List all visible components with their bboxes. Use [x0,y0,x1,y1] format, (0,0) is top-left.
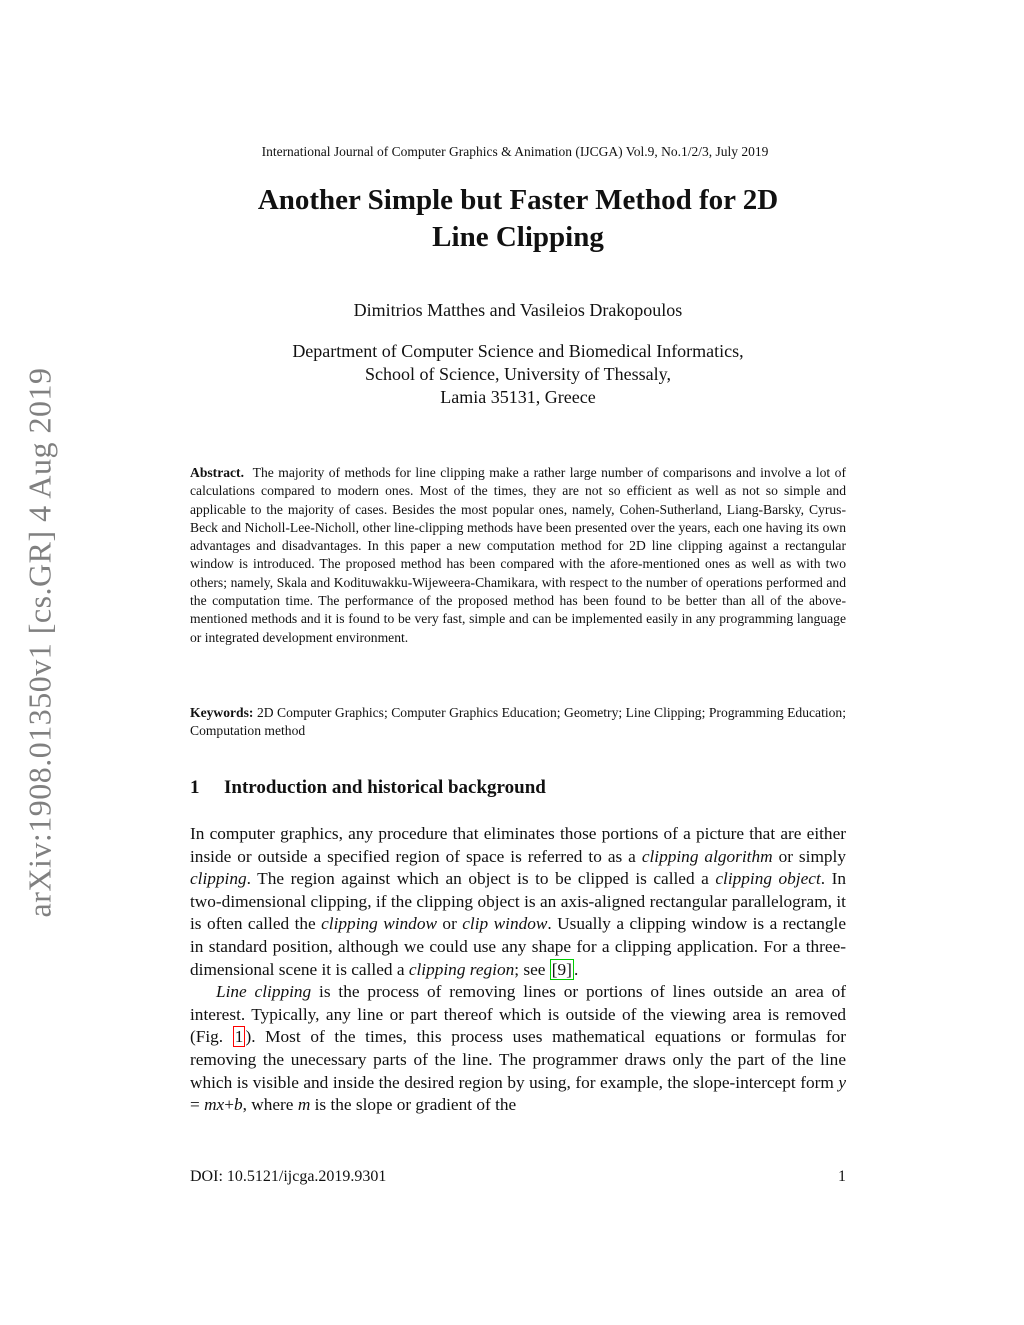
text-run: In computer graphics, any procedure that eliminates those portions of a picture that are either inside or outside a specified region of space is referred to as a [190,824,846,866]
text-run: . [573,959,579,979]
citation-link[interactable]: [9] [551,959,572,979]
affiliation-line-2: School of Science, University of Thessaly, [365,364,671,384]
abstract [190,464,846,647]
math-variable: m [297,1095,311,1115]
emphasis: clip window [462,914,548,934]
text-run: ). Most of the times, this process uses mathematical equations or formulas for removing the unecessary parts of the line. The programmer draws only the part of the line which is visible and inside the desired region by using, for example, the slope-intercept form [190,1027,846,1092]
emphasis: clipping region [408,959,515,979]
abstract-text: The majority of methods for line clipping make a rather large number of comparisons and involve a lot of calculations compared to modern ones. Most of the times, they are not so efficient as well as not so simple and applicable to the majority of cases. Besides the most popular ones, namely, Cohen-Sutherland, Liang-Barsky, Cyrus-Beck and Nicholl-Lee-Nicholl, other line-clipping methods have been presented over the years, each one having its own advantages and disadvantages. In this paper a new computation method for 2D line clipping against a rectangular window is introduced. The proposed method has been compared with the afore-mentioned ones as well as with two others; namely, Skala and Kodituwakku-Wijeweera-Chamikara, with respect to the number of operations performed and the computation time. The performance of the proposed method has been found to be better than all of the above-mentioned methods and it is found to be very fast, simple and can be implemented easily in any programming language or integrated development environment. [190,465,846,645]
paper-title-line-1: Another Simple but Faster Method for 2D [257,184,779,216]
emphasis: clipping object [715,869,821,889]
text-run: , where [242,1095,298,1115]
section-number: 1 [190,777,200,798]
footer-doi: DOI: 10.5121/ijcga.2019.9301 [190,1168,387,1185]
emphasis: clipping window [321,914,437,934]
text-run: = [190,1095,205,1115]
keywords-text: 2D Computer Graphics; Computer Graphics Education; Geometry; Line Clipping; Programming Education; Computation method [190,705,846,739]
paragraph-1 [190,823,846,981]
text-run: is the process of removing lines or portions of lines outside an area of interest. Typically, any line or part thereof which is outside of the viewing area is removed (Fig. [190,982,847,1047]
emphasis: Line clipping [216,982,312,1002]
text-run: ; see [514,959,550,979]
paper-title-line-2: Line Clipping [432,221,604,253]
text-run: or [437,914,463,934]
paragraph-2 [190,981,846,1117]
text-run: is the slope or gradient of the [310,1095,517,1115]
affiliation [190,340,846,409]
journal-header: International Journal of Computer Graphics & Animation (IJCGA) Vol.9, No.1/2/3, July 2019 [261,144,769,159]
keywords-label: Keywords: [190,705,254,720]
emphasis: clipping [190,869,247,889]
figure-reference-link[interactable]: 1 [234,1027,244,1047]
arxiv-stamp-text: arXiv:1908.01350v1 [cs.GR] 4 Aug 2019 [21,367,58,918]
arxiv-stamp [19,355,61,930]
math-variable: mx [204,1095,225,1115]
body-text [190,823,846,1117]
keywords [190,704,846,741]
section-heading [190,777,846,799]
text-run: . In two-dimensional clipping, if the clipping object is an axis-aligned rectangular parallelogram, it is often called the [190,869,846,934]
text-run: . The region against which an object is to be clipped is called a [246,869,716,889]
text-run: or simply [772,846,846,866]
paper-title [190,182,846,256]
affiliation-line-1: Department of Computer Science and Biomedical Informatics, [292,341,744,361]
page-number: 1 [838,1168,846,1185]
text-run: + [224,1095,234,1115]
math-variable: y [838,1072,846,1092]
math-variable: b [233,1095,243,1115]
emphasis: clipping algorithm [641,846,773,866]
text-run: . Usually a clipping window is a rectangle in standard position, although we could use any shape for a clipping application. For a three-dimensional scene it is called a [190,914,847,979]
authors: Dimitrios Matthes and Vasileios Drakopoulos [353,300,683,320]
section-title: Introduction and historical background [224,777,546,798]
abstract-label: Abstract. [190,465,244,480]
affiliation-line-3: Lamia 35131, Greece [440,387,596,407]
